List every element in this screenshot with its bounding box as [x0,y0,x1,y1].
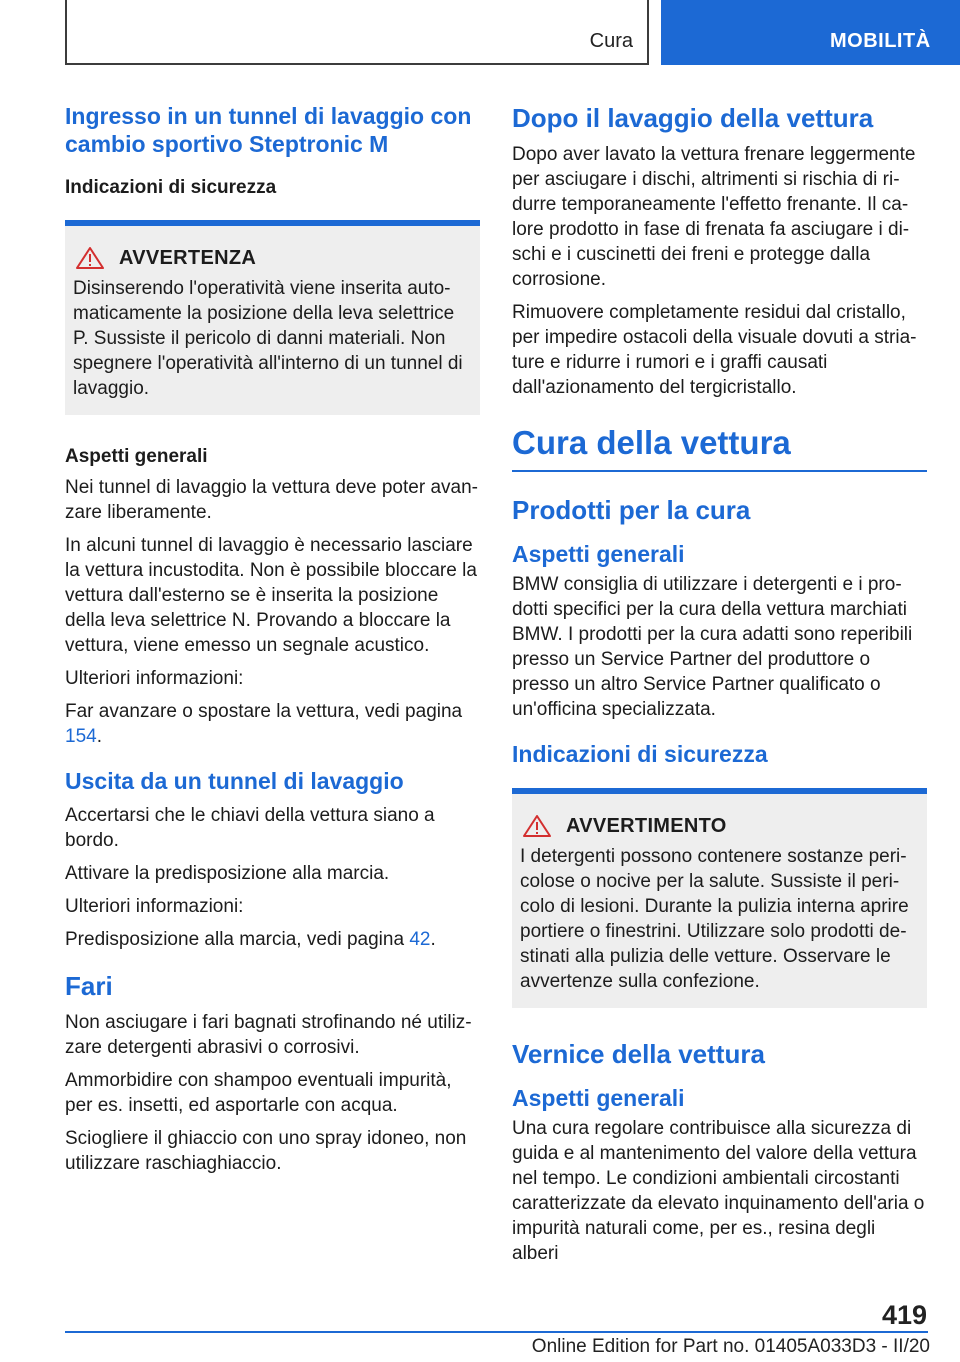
paragraph: Sciogliere il ghiaccio con uno spray idoneo, non utilizzare raschiaghiaccio. [65,1128,467,1174]
warning-title: AVVERTIMENTO [566,814,727,837]
warning-text: I detergenti possono contenere sostanze pericolose o nocive per la salute. Sussiste il pericolo di lesioni. Durante la pulizia interna aprire portiere o finestrini. Utilizzare solo prodotti destinati alla pulizia delle vetture. Osservare le avvertenze sulla confezione. [520,846,909,992]
paragraph: Accertarsi che le chiavi della vettura siano a bordo. [65,805,435,851]
heading-general-aspects: Aspetti generali [512,541,685,567]
heading-safety-info: Indicazioni di sicurezza [65,177,277,198]
paragraph: Non asciugare i fari bagnati strofinando né utilizzare detergenti abrasivi o corrosivi. [65,1012,472,1058]
paragraph-end: . [96,726,102,747]
footer-divider [65,1331,928,1333]
warning-header [520,814,919,838]
heading-general-aspects: Aspetti generali [512,1085,685,1111]
paragraph: Ulteriori informazioni: [65,668,244,689]
warning-text: Disinserendo l'operatività viene inserita automaticamente la posizione della leva selettrice P. Sussiste il pericolo di danni materiali. Non spegnere l'operatività all'interno di un tunnel di lavaggio. [73,278,463,399]
paragraph-text: Predisposizione alla marcia, vedi pagina [65,929,410,950]
paragraph: BMW consiglia di utilizzare i detergenti e i prodotti specifici per la cura della vettura marchiati BMW. I prodotti per la cura adatti sono reperibili presso un Service Partner del produttore o presso un altro Service Partner qualificato o un'officina specializzata. [512,574,913,720]
heading-exit-car-wash: Uscita da un tunnel di lavaggio [65,768,404,794]
paragraph: In alcuni tunnel di lavaggio è necessario lasciare la vettura incustodita. Non è possibile bloccare la vettura dall'esterno se è inserita la posizione della leva selettrice N. Provando a bloccare la vettura, viene emesso un segnale acustico. [65,535,477,656]
header-chapter-tab: MOBILITÀ [661,0,960,65]
heading-general-aspects: Aspetti generali [65,446,208,467]
warning-box [65,220,480,415]
warning-triangle-icon [522,814,552,838]
left-column [65,102,480,1184]
paragraph-text: Far avanzare o spostare la vettura, vedi pagina [65,701,463,722]
right-column [512,102,927,1274]
page-number: 419 [881,1300,927,1330]
warning-box [512,788,927,1008]
paragraph: Ulteriori informazioni: [65,896,244,917]
heading-safety-info: Indicazioni di sicurezza [512,741,768,767]
paragraph-end: . [430,929,436,950]
paragraph: Rimuovere completamente residui dal cristallo, per impedire ostacoli della visuale dovuti a striature e ridurre i rumori e i graffi causati dall'azionamento del tergicristallo. [512,302,917,398]
heading-vehicle-paint: Vernice della vettura [512,1039,765,1069]
page-link-154[interactable]: 154 [65,726,97,747]
heading-after-wash: Dopo il lavaggio della vettura [512,103,874,133]
warning-title: AVVERTENZA [119,246,257,269]
warning-triangle-icon [75,246,105,270]
header-section-title: Cura [589,30,633,52]
header-frame [65,0,649,65]
page-link-42[interactable]: 42 [409,929,431,950]
paragraph-with-link [65,699,480,749]
paragraph: Dopo aver lavato la vettura frenare leggermente per asciugare i dischi, altrimenti si rischia di ridurre temporaneamente l'effetto frenante. Il calore prodotto in fase di frenata fa asciugare i dischi e i cuscinetti dei freni e protegge dalla corrosione. [512,144,916,290]
paragraph: Ammorbidire con shampoo eventuali impurità, per es. insetti, ed asportarle con acqua. [65,1070,452,1116]
paragraph: Una cura regolare contribuisce alla sicurezza di guida e al mantenimento del valore della vettura nel tempo. Le condizioni ambientali circostanti caratterizzate da elevato inquinamento dell'aria o impurità naturali come, per es., resina degli alberi [512,1118,925,1264]
footer-edition: Online Edition for Part no. 01405A033D3 - II/20 [531,1336,930,1357]
heading-vehicle-care: Cura della vettura [512,422,927,472]
heading-car-wash-steptronic: Ingresso in un tunnel di lavaggio con cambio sportivo Steptronic M [65,103,472,157]
paragraph: Attivare la predisposizione alla marcia. [65,863,390,884]
warning-header [73,246,472,270]
page-header [0,0,960,66]
paragraph: Nei tunnel di lavaggio la vettura deve poter avanzare liberamente. [65,477,478,523]
paragraph-with-link [65,927,480,952]
heading-headlights: Fari [65,971,113,1001]
heading-care-products: Prodotti per la cura [512,495,751,525]
